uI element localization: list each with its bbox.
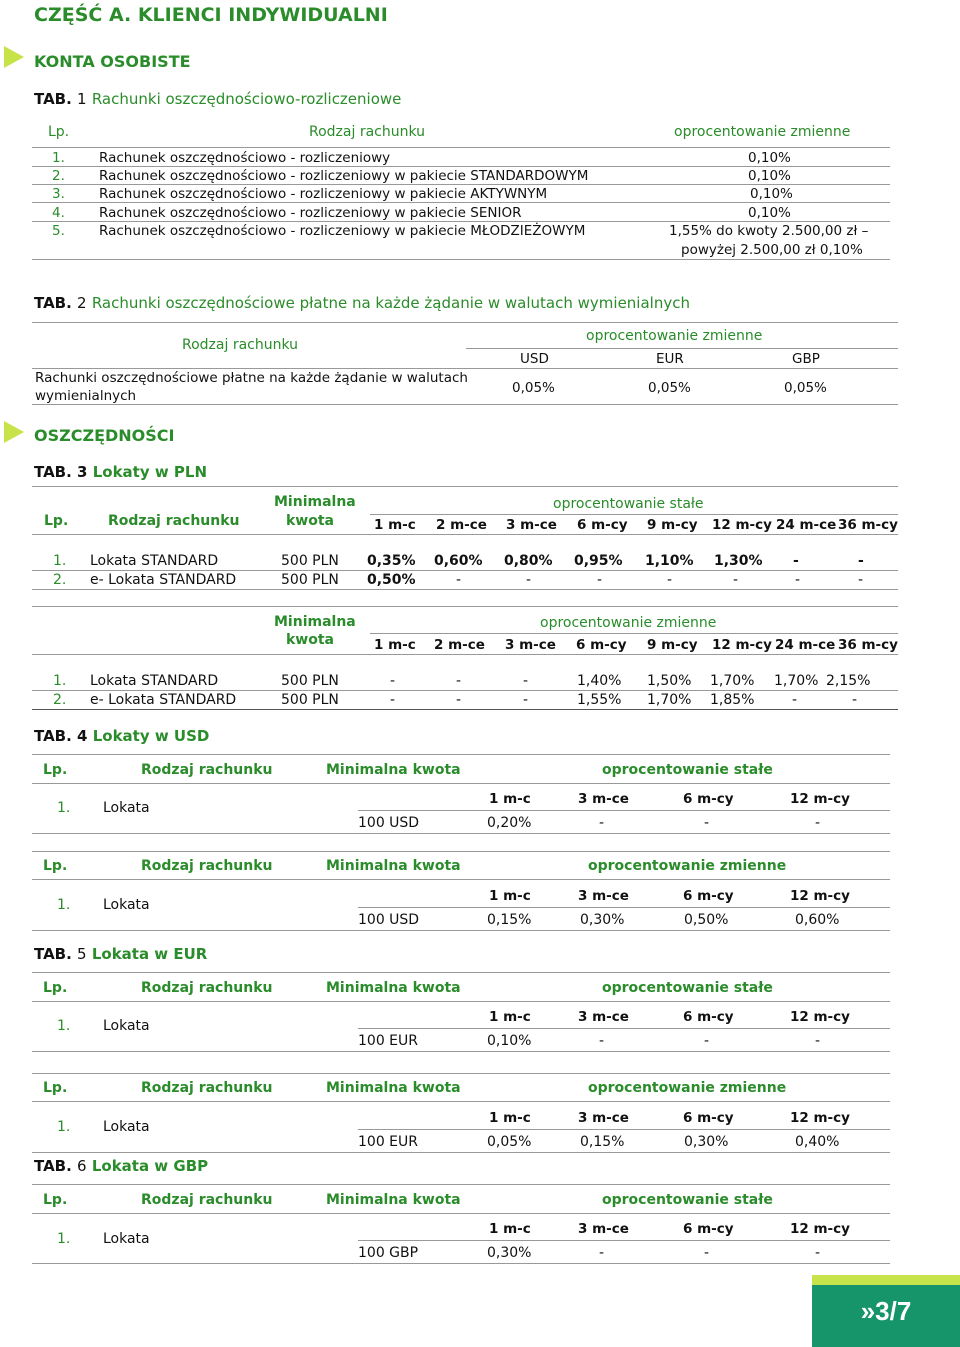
- row-min: 500 PLN: [281, 673, 339, 689]
- row-name: Rachunek oszczędnościowo - rozliczeniowy w pakiecie MŁODZIEŻOWYM: [99, 223, 586, 239]
- header-type: Rodzaj rachunku: [141, 1192, 273, 1208]
- period: 9 m-cy: [647, 637, 698, 653]
- rate: -: [599, 1033, 605, 1049]
- tab3-var-header-min-cont: kwota: [286, 632, 335, 648]
- rate: 0,15%: [487, 912, 532, 928]
- tab2-title: TAB. 2 Rachunki oszczędnościowe płatne na każde żądanie w walutach wymienialnych: [34, 294, 690, 312]
- rate: 0,30%: [487, 1245, 532, 1261]
- period: 6 m-cy: [683, 1009, 734, 1025]
- row-name: Rachunek oszczędnościowo - rozliczeniowy w pakiecie AKTYWNYM: [99, 186, 548, 202]
- row-name: Lokata: [103, 800, 150, 816]
- period: 9 m-cy: [647, 517, 698, 533]
- header-type: Rodzaj rachunku: [141, 1080, 273, 1096]
- period: 3 m-ce: [506, 517, 557, 533]
- period: 6 m-cy: [683, 1110, 734, 1126]
- tab2-currency: GBP: [792, 351, 820, 367]
- rate: -: [858, 553, 864, 569]
- tab2-rate: 0,05%: [512, 380, 555, 396]
- header-min: Minimalna kwota: [326, 762, 461, 778]
- rate: 0,60%: [795, 912, 840, 928]
- rate: -: [795, 572, 801, 588]
- period: 6 m-cy: [577, 517, 628, 533]
- rate: -: [667, 572, 673, 588]
- header-lp: Lp.: [43, 762, 68, 778]
- row-rate: 0,10%: [750, 186, 793, 202]
- header-lp: Lp.: [43, 980, 68, 996]
- rate: -: [815, 815, 821, 831]
- period: 3 m-ce: [578, 1221, 629, 1237]
- rate: 1,85%: [710, 692, 755, 708]
- row-lp: 3.: [52, 186, 65, 202]
- rate: -: [599, 815, 605, 831]
- row-lp: 1.: [57, 1018, 71, 1034]
- page-number: »3/7: [860, 1295, 912, 1326]
- period: 6 m-cy: [576, 637, 627, 653]
- row-name: Lokata: [103, 1231, 150, 1247]
- tab2-header-type: Rodzaj rachunku: [182, 337, 299, 353]
- rate: -: [390, 692, 396, 708]
- header-rate: oprocentowanie stałe: [602, 980, 773, 996]
- period: 1 m-c: [489, 888, 531, 904]
- rate: -: [523, 673, 529, 689]
- row-lp: 1.: [52, 150, 65, 166]
- period: 6 m-cy: [683, 888, 734, 904]
- rate: 0,80%: [504, 553, 553, 569]
- period: 6 m-cy: [683, 791, 734, 807]
- tab1-header-lp: Lp.: [48, 124, 70, 140]
- tab2-row-name: Rachunki oszczędnościowe płatne na każde żądanie w walutach: [35, 370, 468, 386]
- rate: 1,40%: [577, 673, 622, 689]
- rate: 1,70%: [647, 692, 692, 708]
- rate: 0,95%: [574, 553, 623, 569]
- period: 3 m-ce: [578, 791, 629, 807]
- rate: -: [523, 692, 529, 708]
- period: 24 m-ce: [775, 637, 836, 653]
- row-min: 100 GBP: [358, 1245, 419, 1261]
- row-rate-cont: powyżej 2.500,00 zł 0,10%: [681, 242, 863, 258]
- rate: 0,50%: [367, 572, 416, 588]
- header-lp: Lp.: [43, 858, 68, 874]
- tab3-header-min-cont: kwota: [286, 513, 335, 529]
- header-type: Rodzaj rachunku: [141, 762, 273, 778]
- rate: -: [793, 553, 799, 569]
- row-lp: 2.: [52, 168, 65, 184]
- tab1-header-rate: oprocentowanie zmienne: [674, 124, 851, 140]
- tab2-header-rate: oprocentowanie zmienne: [586, 328, 763, 344]
- period: 12 m-cy: [712, 517, 772, 533]
- row-name: Rachunek oszczędnościowo - rozliczeniowy: [99, 150, 391, 166]
- tab2-currency: EUR: [656, 351, 684, 367]
- tab2-rate: 0,05%: [784, 380, 827, 396]
- section-title-accounts: KONTA OSOBISTE: [34, 52, 191, 71]
- row-min: 100 USD: [358, 912, 420, 928]
- row-lp: 1.: [57, 897, 71, 913]
- header-min: Minimalna kwota: [326, 1080, 461, 1096]
- rate: 1,30%: [714, 553, 763, 569]
- period: 3 m-ce: [578, 1110, 629, 1126]
- rate: -: [704, 815, 710, 831]
- period: 12 m-cy: [790, 1110, 850, 1126]
- rate: -: [456, 692, 462, 708]
- tab1-header-type: Rodzaj rachunku: [309, 124, 426, 140]
- period: 1 m-c: [374, 637, 416, 653]
- header-min: Minimalna kwota: [326, 858, 461, 874]
- row-min: 100 EUR: [358, 1134, 418, 1150]
- rate: 0,60%: [434, 553, 483, 569]
- row-lp: 1.: [57, 800, 71, 816]
- rate: -: [792, 692, 798, 708]
- tab3-title: TAB. 3 Lokaty w PLN: [34, 463, 208, 481]
- period: 12 m-cy: [790, 1221, 850, 1237]
- rate: 0,40%: [795, 1134, 840, 1150]
- rate: 0,20%: [487, 815, 532, 831]
- rate: 1,55%: [577, 692, 622, 708]
- rate: -: [390, 673, 396, 689]
- rate: 0,35%: [367, 553, 416, 569]
- row-name: e- Lokata STANDARD: [90, 692, 237, 708]
- row-lp: 4.: [52, 205, 65, 221]
- row-lp: 1.: [57, 1119, 71, 1135]
- period: 12 m-cy: [790, 791, 850, 807]
- row-rate: 0,10%: [748, 150, 791, 166]
- part-title: CZĘŚĆ A. KLIENCI INDYWIDUALNI: [34, 4, 388, 26]
- row-name: Lokata STANDARD: [90, 553, 219, 569]
- row-name: Rachunek oszczędnościowo - rozliczeniowy w pakiecie STANDARDOWYM: [99, 168, 589, 184]
- tab3-header-lp: Lp.: [44, 513, 69, 529]
- period: 12 m-cy: [790, 1009, 850, 1025]
- row-min: 500 PLN: [281, 553, 339, 569]
- header-min: Minimalna kwota: [326, 1192, 461, 1208]
- header-type: Rodzaj rachunku: [141, 980, 273, 996]
- rate: -: [858, 572, 864, 588]
- row-lp: 2.: [53, 572, 67, 588]
- rate: 1,10%: [645, 553, 694, 569]
- tab4-title: TAB. 4 Lokaty w USD: [34, 727, 210, 745]
- tab3-var-header-min: Minimalna: [274, 614, 356, 630]
- period: 2 m-ce: [436, 517, 487, 533]
- page-number-badge: [812, 1275, 960, 1347]
- period: 1 m-c: [489, 1110, 531, 1126]
- rate: 0,05%: [487, 1134, 532, 1150]
- row-min: 100 USD: [358, 815, 420, 831]
- row-lp: 1.: [57, 1231, 71, 1247]
- row-rate: 0,10%: [748, 205, 791, 221]
- tab2-row-name-cont: wymienialnych: [35, 388, 137, 404]
- header-type: Rodzaj rachunku: [141, 858, 273, 874]
- header-rate: oprocentowanie zmienne: [588, 858, 787, 874]
- header-lp: Lp.: [43, 1080, 68, 1096]
- rate: 0,30%: [580, 912, 625, 928]
- row-min: 500 PLN: [281, 692, 339, 708]
- tab3-header-type: Rodzaj rachunku: [108, 513, 240, 529]
- tab3-header-min: Minimalna: [274, 494, 356, 510]
- section-title-savings: OSZCZĘDNOŚCI: [34, 426, 175, 445]
- header-min: Minimalna kwota: [326, 980, 461, 996]
- tab5-title: TAB. 5 Lokata w EUR: [34, 945, 208, 963]
- rate: 1,70%: [774, 673, 819, 689]
- rate: -: [815, 1033, 821, 1049]
- row-min: 100 EUR: [358, 1033, 418, 1049]
- rate: 1,70%: [710, 673, 755, 689]
- rate: 1,50%: [647, 673, 692, 689]
- period: 1 m-c: [489, 1221, 531, 1237]
- row-name: Lokata: [103, 1119, 150, 1135]
- period: 6 m-cy: [683, 1221, 734, 1237]
- section-arrow-icon: [4, 46, 24, 68]
- row-rate: 0,10%: [748, 168, 791, 184]
- header-rate: oprocentowanie zmienne: [588, 1080, 787, 1096]
- period: 1 m-c: [374, 517, 416, 533]
- header-rate: oprocentowanie stałe: [602, 1192, 773, 1208]
- row-lp: 2.: [53, 692, 67, 708]
- period: 12 m-cy: [712, 637, 772, 653]
- period: 3 m-ce: [578, 888, 629, 904]
- rate: 0,10%: [487, 1033, 532, 1049]
- rate: 2,15%: [826, 673, 871, 689]
- period: 3 m-ce: [505, 637, 556, 653]
- row-lp: 5.: [52, 223, 65, 239]
- header-rate: oprocentowanie stałe: [602, 762, 773, 778]
- tab2-rate: 0,05%: [648, 380, 691, 396]
- row-lp: 1.: [53, 673, 67, 689]
- period: 1 m-c: [489, 1009, 531, 1025]
- tab2-currency: USD: [520, 351, 549, 367]
- rate: 0,15%: [580, 1134, 625, 1150]
- period: 2 m-ce: [434, 637, 485, 653]
- rate: -: [456, 673, 462, 689]
- rate: -: [599, 1245, 605, 1261]
- rate: -: [456, 572, 462, 588]
- period: 36 m-cy: [838, 517, 898, 533]
- row-name: Rachunek oszczędnościowo - rozliczeniowy w pakiecie SENIOR: [99, 205, 522, 221]
- period: 1 m-c: [489, 791, 531, 807]
- row-name: e- Lokata STANDARD: [90, 572, 237, 588]
- tab3-header-fixed: oprocentowanie stałe: [553, 496, 704, 512]
- rate: -: [597, 572, 603, 588]
- header-lp: Lp.: [43, 1192, 68, 1208]
- row-name: Lokata STANDARD: [90, 673, 219, 689]
- rate: 0,50%: [684, 912, 729, 928]
- period: 24 m-ce: [776, 517, 837, 533]
- period: 12 m-cy: [790, 888, 850, 904]
- row-rate: 1,55% do kwoty 2.500,00 zł –: [669, 223, 869, 239]
- rate: -: [852, 692, 858, 708]
- row-min: 500 PLN: [281, 572, 339, 588]
- rate: 0,30%: [684, 1134, 729, 1150]
- section-arrow-icon: [4, 421, 24, 443]
- rate: -: [704, 1033, 710, 1049]
- rate: -: [815, 1245, 821, 1261]
- row-name: Lokata: [103, 1018, 150, 1034]
- rate: -: [526, 572, 532, 588]
- rate: -: [704, 1245, 710, 1261]
- rate: -: [733, 572, 739, 588]
- tab1-title: TAB. 1 Rachunki oszczędnościowo-rozliczeniowe: [34, 90, 402, 108]
- period: 3 m-ce: [578, 1009, 629, 1025]
- tab3-header-variable: oprocentowanie zmienne: [540, 615, 717, 631]
- tab6-title: TAB. 6 Lokata w GBP: [34, 1157, 209, 1175]
- period: 36 m-cy: [838, 637, 898, 653]
- row-lp: 1.: [53, 553, 67, 569]
- row-name: Lokata: [103, 897, 150, 913]
